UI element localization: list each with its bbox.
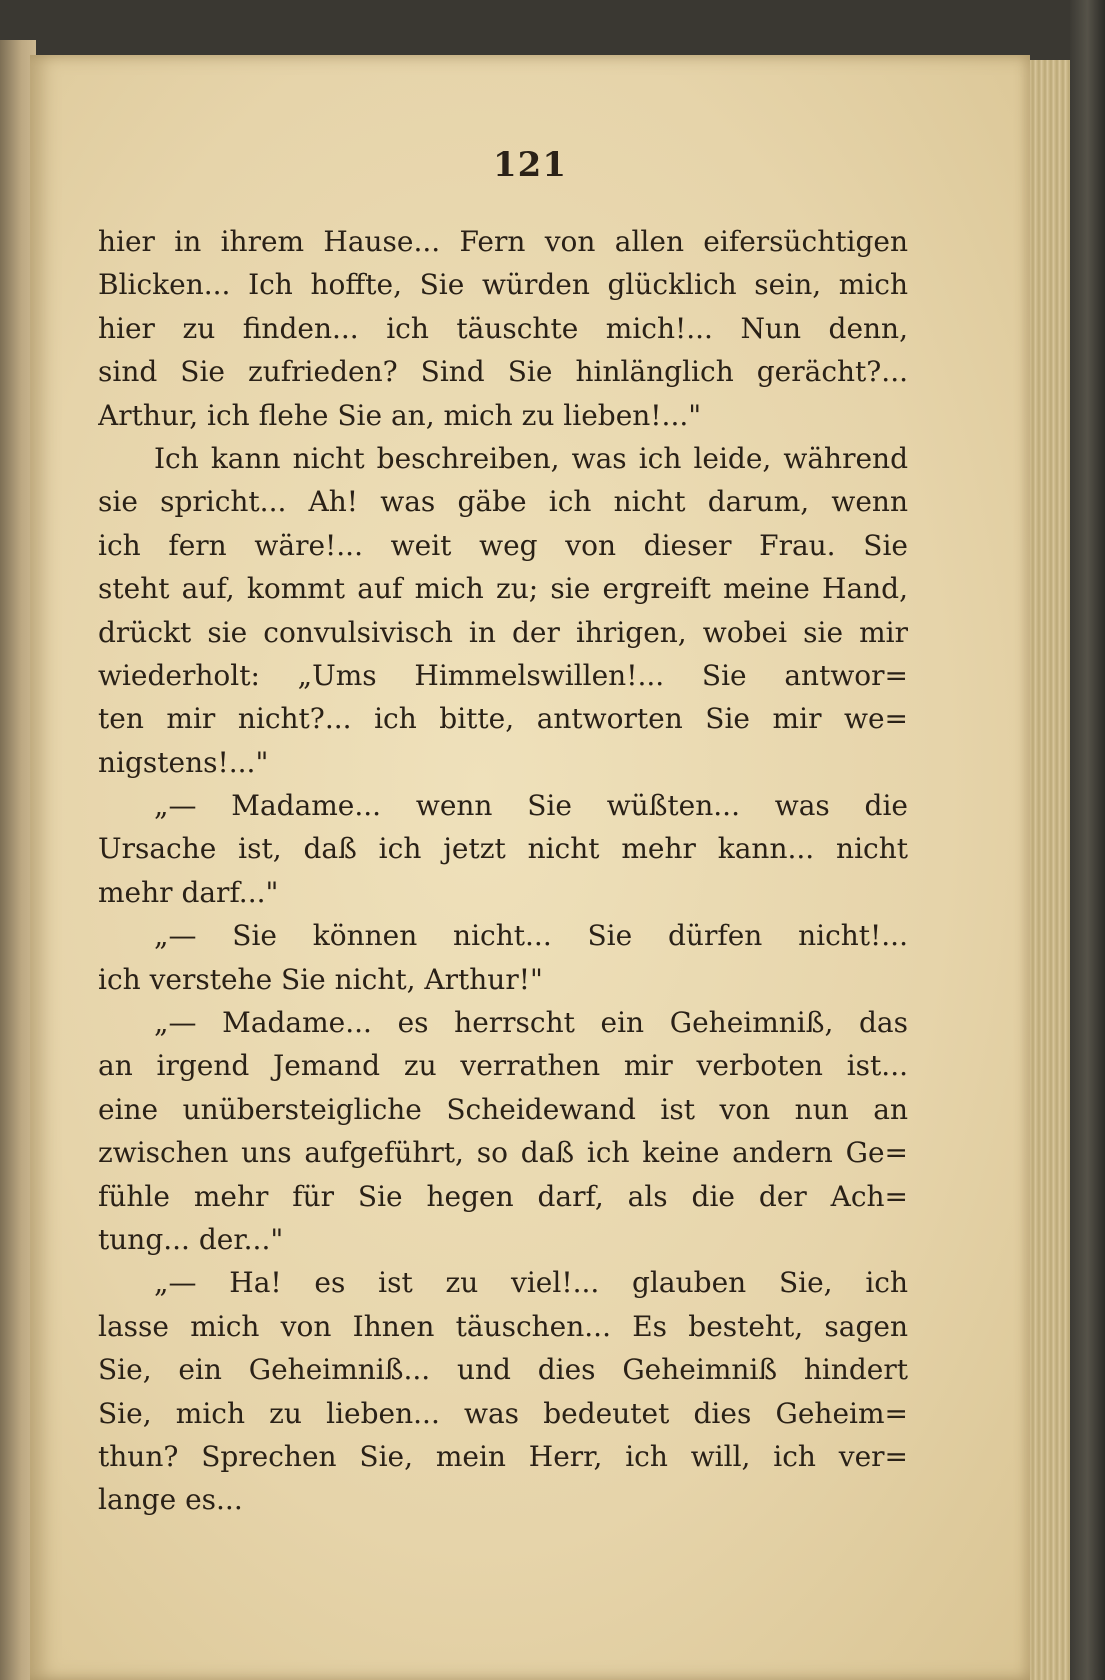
text-line: „— Madame... wenn Sie wüßten... was die	[154, 789, 908, 823]
text-line: mehr darf..."	[98, 875, 279, 909]
text-line: ich fern wäre!... weit weg von dieser Frau. Sie	[98, 528, 908, 562]
text-line: sind Sie zufrieden? Sind Sie hinlänglich gerächt?...	[98, 355, 908, 389]
text-line: lasse mich von Ihnen täuschen... Es besteht, sagen	[98, 1309, 908, 1343]
text-line: sie spricht... Ah! was gäbe ich nicht darum, wenn	[98, 485, 908, 519]
page-text	[98, 220, 908, 1522]
text-line: nigstens!..."	[98, 745, 269, 779]
page-number: 121	[493, 145, 567, 185]
text-line: Arthur, ich flehe Sie an, mich zu lieben!..."	[98, 398, 702, 432]
text-line: Blicken... Ich hoffte, Sie würden glücklich sein, mich	[98, 268, 908, 302]
text-line: steht auf, kommt auf mich zu; sie ergreift meine Hand,	[98, 572, 908, 606]
text-line: fühle mehr für Sie hegen darf, als die der Ach=	[98, 1179, 908, 1213]
text-line: „— Ha! es ist zu viel!... glauben Sie, ich	[154, 1266, 908, 1300]
text-line: Ursache ist, daß ich jetzt nicht mehr kann... nicht	[98, 832, 908, 866]
text-line: drückt sie convulsivisch in der ihrigen, wobei sie mir	[98, 615, 908, 649]
text-line: Sie, ein Geheimniß... und dies Geheimniß hindert	[98, 1353, 908, 1387]
text-line: hier zu finden... ich täuschte mich!... Nun denn,	[98, 311, 908, 345]
text-line: tung... der..."	[98, 1222, 284, 1256]
text-line: Ich kann nicht beschreiben, was ich leide, während	[154, 441, 908, 475]
text-line: zwischen uns aufgeführt, so daß ich keine andern Ge=	[98, 1136, 908, 1170]
text-line: eine unübersteigliche Scheidewand ist von nun an	[98, 1092, 908, 1126]
text-line: thun? Sprechen Sie, mein Herr, ich will, ich ver=	[98, 1439, 908, 1473]
book-page	[30, 55, 1030, 1680]
text-line: „— Sie können nicht... Sie dürfen nicht!...	[154, 919, 908, 953]
text-line: an irgend Jemand zu verrathen mir verboten ist...	[98, 1049, 908, 1083]
text-line: hier in ihrem Hause... Fern von allen eifersüchtigen	[98, 225, 908, 258]
text-line: lange es...	[98, 1483, 243, 1517]
page-stack-edge	[1030, 60, 1070, 1680]
book-cover-edge	[1070, 0, 1105, 1680]
text-line: ten mir nicht?... ich bitte, antworten Sie mir we=	[98, 702, 908, 736]
text-line: „— Madame... es herrscht ein Geheimniß, das	[154, 1006, 908, 1040]
text-line: wiederholt: „Ums Himmelswillen!... Sie antwor=	[98, 658, 908, 692]
text-line: ich verstehe Sie nicht, Arthur!"	[98, 962, 543, 996]
text-line: Sie, mich zu lieben... was bedeutet dies Geheim=	[98, 1396, 908, 1430]
